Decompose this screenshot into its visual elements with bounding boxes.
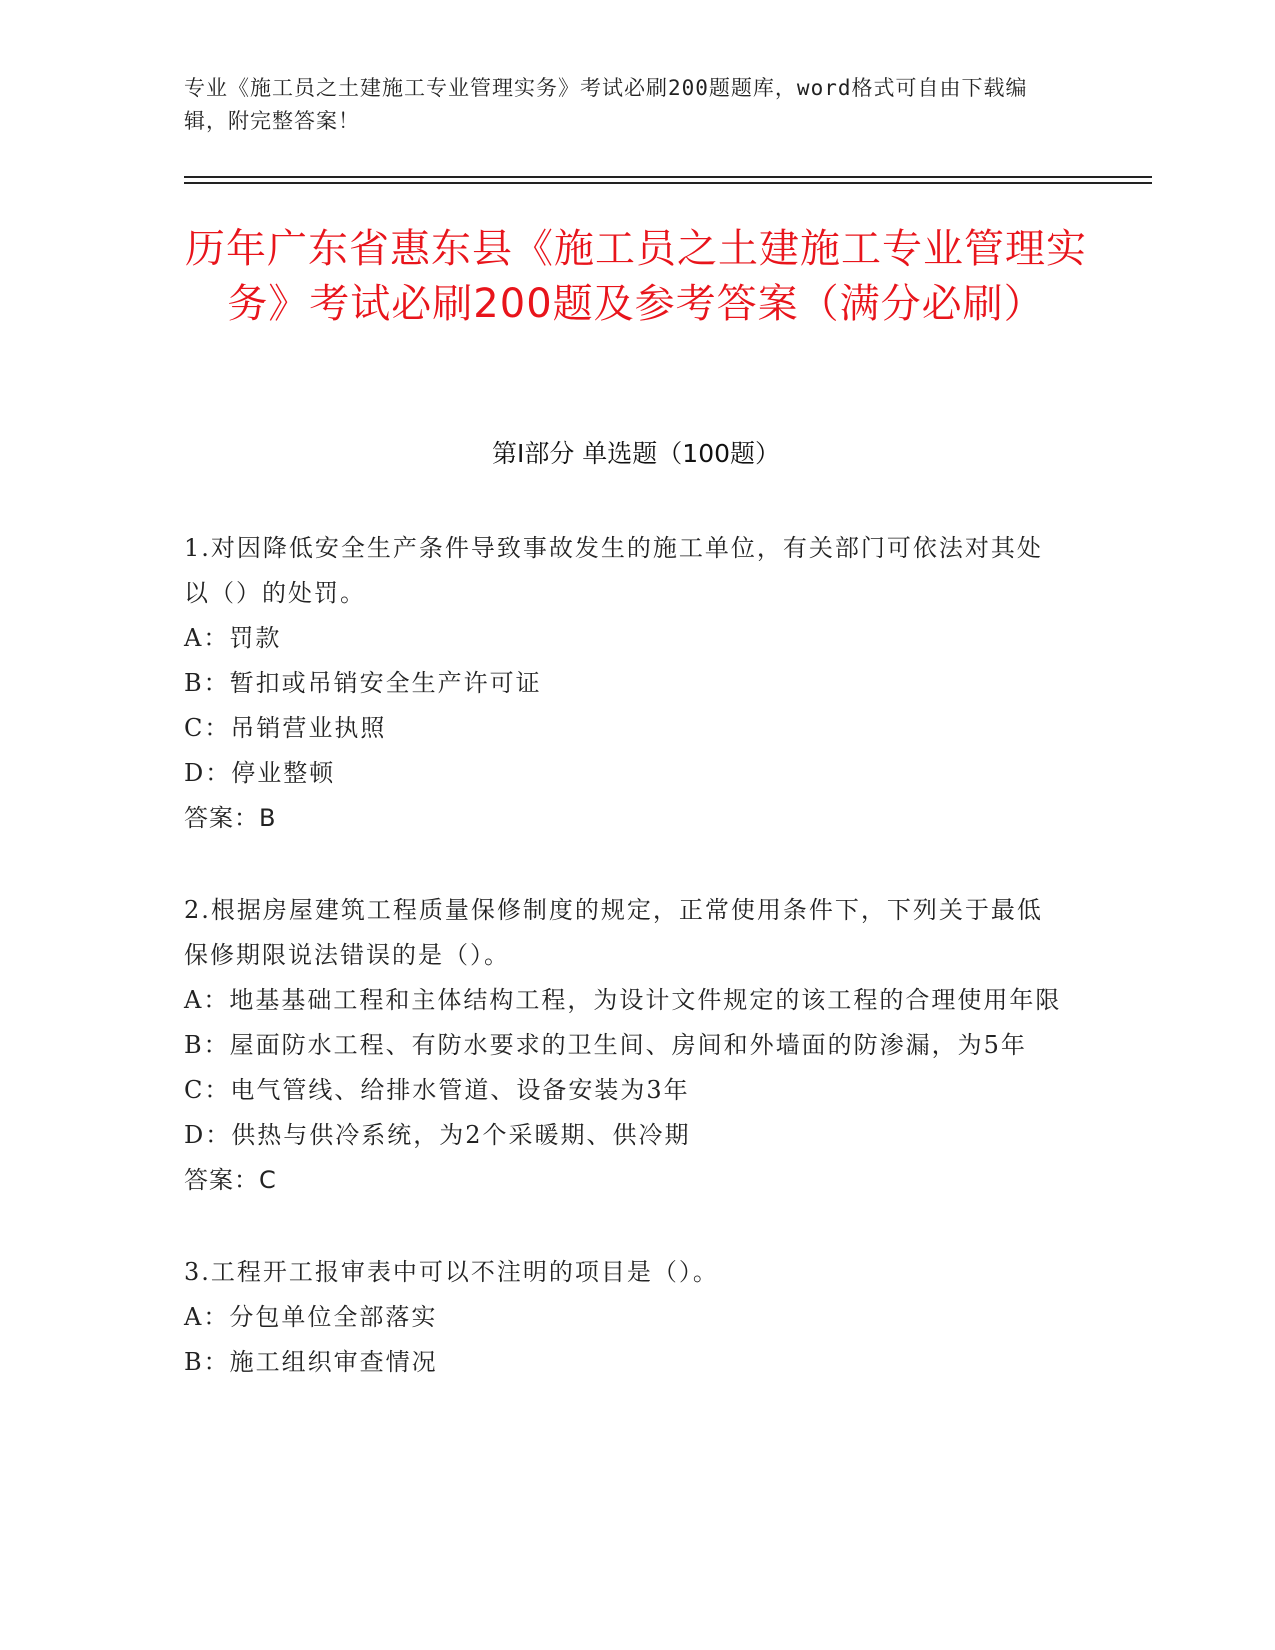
header-note: 专业《施工员之土建施工专业管理实务》考试必刷200题题库，word格式可自由下载编辑，附完整答案！ [184, 76, 1028, 133]
option-c: C：吊销营业执照 [184, 714, 387, 742]
option-c: C：电气管线、给排水管道、设备安装为3年 [184, 1076, 690, 1104]
answer: 答案：B [184, 804, 277, 832]
question-stem: 2.根据房屋建筑工程质量保修制度的规定，正常使用条件下，下列关于最低保修期限说法错误的是（）。 [184, 896, 1043, 969]
option-d: D：供热与供冷系统，为2个采暖期、供冷期 [184, 1121, 691, 1149]
section-title: 第Ⅰ部分 单选题（100题） [491, 439, 781, 468]
option-a: A：分包单位全部落实 [184, 1303, 438, 1331]
answer: 答案：C [184, 1166, 277, 1194]
option-a: A：罚款 [184, 624, 282, 652]
question-stem: 3.工程开工报审表中可以不注明的项目是（）。 [184, 1258, 719, 1286]
question-1 [184, 526, 1064, 841]
question-2 [184, 888, 1064, 1203]
option-d: D：停业整顿 [184, 759, 336, 787]
question-stem: 1.对因降低安全生产条件导致事故发生的施工单位，有关部门可依法对其处以（）的处罚。 [184, 534, 1043, 607]
question-list [184, 526, 1064, 1432]
question-3 [184, 1250, 1064, 1385]
option-a: A：地基基础工程和主体结构工程，为设计文件规定的该工程的合理使用年限 [184, 986, 1062, 1014]
header-divider-bottom [184, 182, 1152, 184]
document-title: 历年广东省惠东县《施工员之土建施工专业管理实务》考试必刷200题及参考答案（满分必刷） [185, 226, 1087, 327]
option-b: B：屋面防水工程、有防水要求的卫生间、房间和外墙面的防渗漏，为5年 [184, 1031, 1027, 1059]
option-b: B：施工组织审查情况 [184, 1348, 438, 1376]
option-b: B：暂扣或吊销安全生产许可证 [184, 669, 542, 697]
header-divider-top [184, 176, 1152, 178]
